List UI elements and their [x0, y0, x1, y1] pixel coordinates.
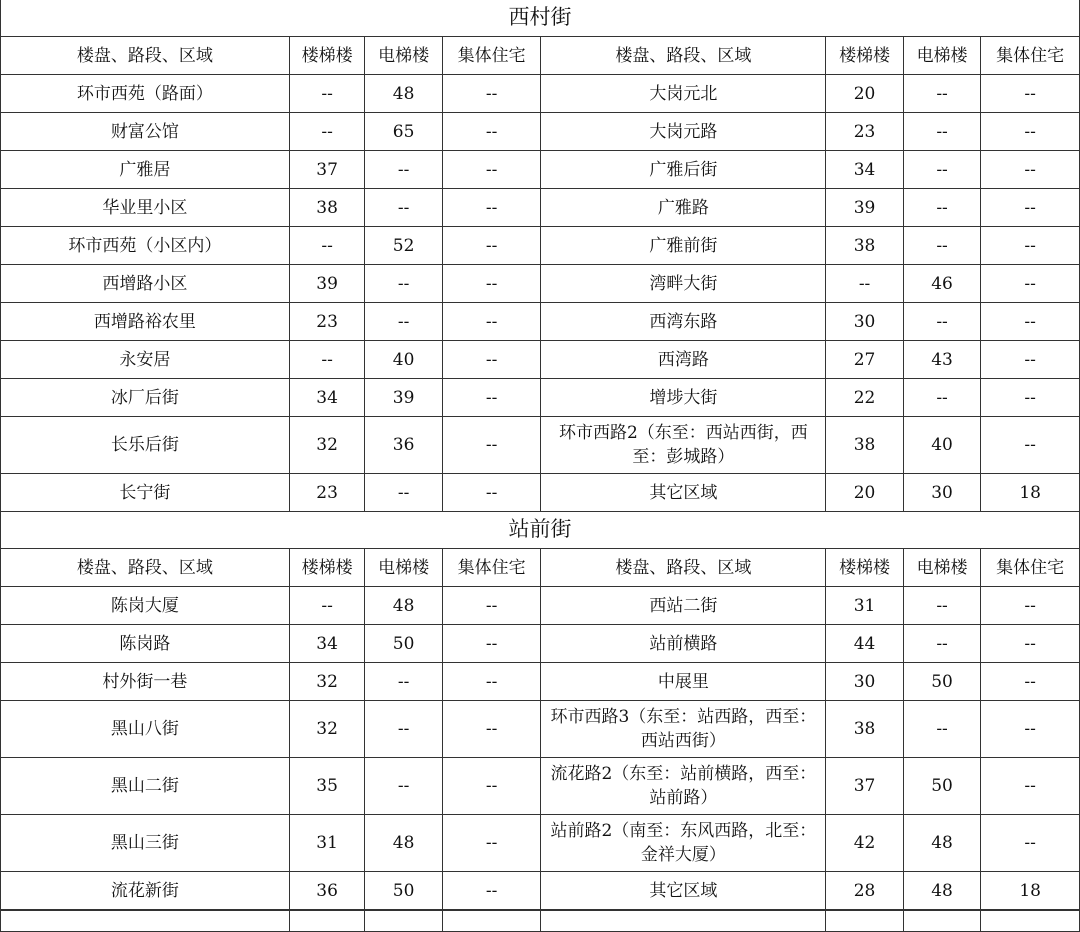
- price-cell: --: [981, 815, 1080, 872]
- price-cell: 48: [365, 815, 443, 872]
- price-cell: --: [981, 663, 1080, 701]
- price-cell: --: [981, 587, 1080, 625]
- price-cell: 46: [903, 265, 981, 303]
- price-cell: --: [903, 113, 981, 151]
- price-cell: --: [903, 379, 981, 417]
- location-cell: 广雅居: [1, 151, 290, 189]
- table-header-row: [1, 37, 1080, 75]
- price-cell: --: [981, 758, 1080, 815]
- price-cell: 43: [903, 341, 981, 379]
- location-cell: 财富公馆: [1, 113, 290, 151]
- price-cell: --: [903, 701, 981, 758]
- location-cell: 村外街一巷: [1, 663, 290, 701]
- price-cell: --: [442, 341, 541, 379]
- price-cell: 65: [365, 113, 443, 151]
- price-cell: 32: [289, 417, 364, 474]
- price-cell: 40: [903, 417, 981, 474]
- column-header: 电梯楼: [903, 37, 981, 75]
- price-cell: 50: [903, 758, 981, 815]
- column-header: 电梯楼: [365, 549, 443, 587]
- location-cell: 永安居: [1, 341, 290, 379]
- price-cell: 35: [289, 758, 364, 815]
- column-header: 集体住宅: [442, 37, 541, 75]
- price-cell: --: [442, 663, 541, 701]
- table-row: [1, 227, 1080, 265]
- price-cell: --: [365, 758, 443, 815]
- price-cell: 27: [826, 341, 904, 379]
- table-cell: [1, 911, 290, 932]
- column-header: 楼梯楼: [289, 37, 364, 75]
- price-cell: --: [289, 227, 364, 265]
- column-header: 集体住宅: [442, 549, 541, 587]
- table-row: [1, 815, 1080, 872]
- location-cell: 增埗大街: [541, 379, 826, 417]
- table-cell: [826, 911, 904, 932]
- price-cell: 30: [826, 303, 904, 341]
- location-cell: 西湾东路: [541, 303, 826, 341]
- price-cell: 52: [365, 227, 443, 265]
- column-header: 楼盘、路段、区域: [1, 37, 290, 75]
- price-cell: --: [289, 341, 364, 379]
- location-cell: 西湾路: [541, 341, 826, 379]
- table-row: [1, 265, 1080, 303]
- table-cell: [289, 911, 364, 932]
- table-row: [1, 587, 1080, 625]
- price-cell: --: [981, 303, 1080, 341]
- location-cell: 陈岗大厦: [1, 587, 290, 625]
- price-cell: --: [981, 227, 1080, 265]
- location-cell: 大岗元路: [541, 113, 826, 151]
- price-cell: 32: [289, 663, 364, 701]
- price-cell: --: [442, 758, 541, 815]
- price-cell: 37: [289, 151, 364, 189]
- price-cell: --: [442, 265, 541, 303]
- location-cell: 环市西路2（东至：西站西街，西至：彭城路）: [541, 417, 826, 474]
- location-cell: 黑山三街: [1, 815, 290, 872]
- price-cell: 40: [365, 341, 443, 379]
- location-cell: 西站二街: [541, 587, 826, 625]
- price-table-zhanqian: [0, 548, 1080, 910]
- location-cell: 环市西苑（路面）: [1, 75, 290, 113]
- price-cell: --: [289, 75, 364, 113]
- price-cell: 32: [289, 701, 364, 758]
- table-cell: [442, 911, 541, 932]
- column-header: 楼梯楼: [826, 37, 904, 75]
- price-cell: --: [903, 303, 981, 341]
- table-row: [1, 701, 1080, 758]
- price-cell: 36: [289, 872, 364, 910]
- price-cell: 50: [365, 625, 443, 663]
- column-header: 楼梯楼: [289, 549, 364, 587]
- table-row: [1, 872, 1080, 910]
- column-header: 电梯楼: [365, 37, 443, 75]
- price-cell: --: [981, 113, 1080, 151]
- price-cell: 20: [826, 75, 904, 113]
- price-cell: --: [365, 663, 443, 701]
- table-cell: [981, 911, 1080, 932]
- price-cell: 23: [826, 113, 904, 151]
- price-cell: --: [442, 189, 541, 227]
- table-row: [1, 758, 1080, 815]
- price-cell: 36: [365, 417, 443, 474]
- price-cell: --: [365, 701, 443, 758]
- location-cell: 流花路2（东至：站前横路，西至：站前路）: [541, 758, 826, 815]
- price-cell: 30: [826, 663, 904, 701]
- price-cell: 38: [826, 227, 904, 265]
- price-cell: 34: [289, 379, 364, 417]
- location-cell: 大岗元北: [541, 75, 826, 113]
- column-header: 集体住宅: [981, 549, 1080, 587]
- price-cell: --: [442, 303, 541, 341]
- price-cell: 28: [826, 872, 904, 910]
- location-cell: 华业里小区: [1, 189, 290, 227]
- location-cell: 中展里: [541, 663, 826, 701]
- table-row: [1, 151, 1080, 189]
- price-cell: --: [903, 625, 981, 663]
- price-cell: --: [442, 815, 541, 872]
- price-cell: --: [826, 265, 904, 303]
- price-cell: 34: [289, 625, 364, 663]
- table-row: [1, 474, 1080, 512]
- price-cell: --: [981, 379, 1080, 417]
- price-cell: 31: [289, 815, 364, 872]
- location-cell: 广雅路: [541, 189, 826, 227]
- price-cell: 44: [826, 625, 904, 663]
- price-cell: --: [442, 151, 541, 189]
- location-cell: 黑山八街: [1, 701, 290, 758]
- price-cell: 23: [289, 303, 364, 341]
- column-header: 楼梯楼: [826, 549, 904, 587]
- price-cell: --: [442, 379, 541, 417]
- price-cell: 42: [826, 815, 904, 872]
- location-cell: 陈岗路: [1, 625, 290, 663]
- price-cell: 30: [903, 474, 981, 512]
- price-cell: --: [365, 265, 443, 303]
- price-cell: 39: [289, 265, 364, 303]
- section-title-zhanqian: 站前街: [0, 512, 1080, 548]
- location-cell: 湾畔大街: [541, 265, 826, 303]
- price-cell: 37: [826, 758, 904, 815]
- location-cell: 长宁街: [1, 474, 290, 512]
- column-header: 楼盘、路段、区域: [1, 549, 290, 587]
- table-row: [1, 417, 1080, 474]
- price-cell: --: [442, 113, 541, 151]
- price-cell: --: [903, 151, 981, 189]
- price-cell: 48: [903, 815, 981, 872]
- price-cell: --: [442, 872, 541, 910]
- location-cell: 黑山二街: [1, 758, 290, 815]
- price-cell: 39: [365, 379, 443, 417]
- price-cell: 22: [826, 379, 904, 417]
- price-cell: 48: [365, 587, 443, 625]
- price-cell: --: [981, 701, 1080, 758]
- price-cell: 39: [826, 189, 904, 227]
- price-cell: --: [903, 587, 981, 625]
- location-cell: 环市西苑（小区内）: [1, 227, 290, 265]
- price-cell: 18: [981, 474, 1080, 512]
- price-cell: --: [903, 189, 981, 227]
- price-cell: --: [442, 227, 541, 265]
- price-cell: --: [442, 587, 541, 625]
- price-cell: --: [981, 341, 1080, 379]
- price-cell: 31: [826, 587, 904, 625]
- location-cell: 其它区域: [541, 872, 826, 910]
- table-row: [1, 75, 1080, 113]
- price-cell: 50: [365, 872, 443, 910]
- location-cell: 广雅后街: [541, 151, 826, 189]
- price-cell: --: [981, 417, 1080, 474]
- price-cell: --: [365, 189, 443, 227]
- price-cell: 48: [365, 75, 443, 113]
- price-cell: --: [981, 625, 1080, 663]
- table-cell: [903, 911, 981, 932]
- table-cell: [541, 911, 826, 932]
- price-cell: --: [442, 701, 541, 758]
- price-cell: 18: [981, 872, 1080, 910]
- table-row: [1, 341, 1080, 379]
- price-cell: --: [442, 75, 541, 113]
- price-cell: 48: [903, 872, 981, 910]
- price-cell: 38: [289, 189, 364, 227]
- table-row: [1, 113, 1080, 151]
- table-row: [1, 189, 1080, 227]
- price-cell: --: [981, 75, 1080, 113]
- price-cell: --: [442, 625, 541, 663]
- price-cell: --: [981, 151, 1080, 189]
- price-cell: --: [903, 227, 981, 265]
- location-cell: 站前横路: [541, 625, 826, 663]
- table-continuation: [0, 910, 1080, 932]
- location-cell: 其它区域: [541, 474, 826, 512]
- price-cell: 38: [826, 701, 904, 758]
- table-cell: [365, 911, 443, 932]
- price-cell: --: [365, 151, 443, 189]
- column-header: 电梯楼: [903, 549, 981, 587]
- location-cell: 站前路2（南至：东风西路，北至：金祥大厦）: [541, 815, 826, 872]
- table-header-row: [1, 549, 1080, 587]
- price-cell: 23: [289, 474, 364, 512]
- location-cell: 西增路裕农里: [1, 303, 290, 341]
- price-cell: --: [289, 587, 364, 625]
- column-header: 楼盘、路段、区域: [541, 37, 826, 75]
- table-row: [1, 663, 1080, 701]
- table-row: [1, 379, 1080, 417]
- price-cell: --: [365, 303, 443, 341]
- column-header: 集体住宅: [981, 37, 1080, 75]
- price-cell: --: [981, 265, 1080, 303]
- table-row: [1, 303, 1080, 341]
- column-header: 楼盘、路段、区域: [541, 549, 826, 587]
- location-cell: 流花新街: [1, 872, 290, 910]
- location-cell: 西增路小区: [1, 265, 290, 303]
- price-cell: --: [903, 75, 981, 113]
- price-cell: 38: [826, 417, 904, 474]
- price-table-xicun: [0, 36, 1080, 512]
- location-cell: 广雅前街: [541, 227, 826, 265]
- table-row: [1, 625, 1080, 663]
- price-cell: 20: [826, 474, 904, 512]
- price-cell: --: [289, 113, 364, 151]
- price-cell: --: [442, 417, 541, 474]
- location-cell: 长乐后街: [1, 417, 290, 474]
- price-cell: --: [365, 474, 443, 512]
- price-cell: 50: [903, 663, 981, 701]
- price-cell: --: [442, 474, 541, 512]
- section-title-xicun: 西村街: [0, 0, 1080, 36]
- price-cell: --: [981, 189, 1080, 227]
- price-cell: 34: [826, 151, 904, 189]
- location-cell: 冰厂后街: [1, 379, 290, 417]
- location-cell: 环市西路3（东至：站西路，西至：西站西街）: [541, 701, 826, 758]
